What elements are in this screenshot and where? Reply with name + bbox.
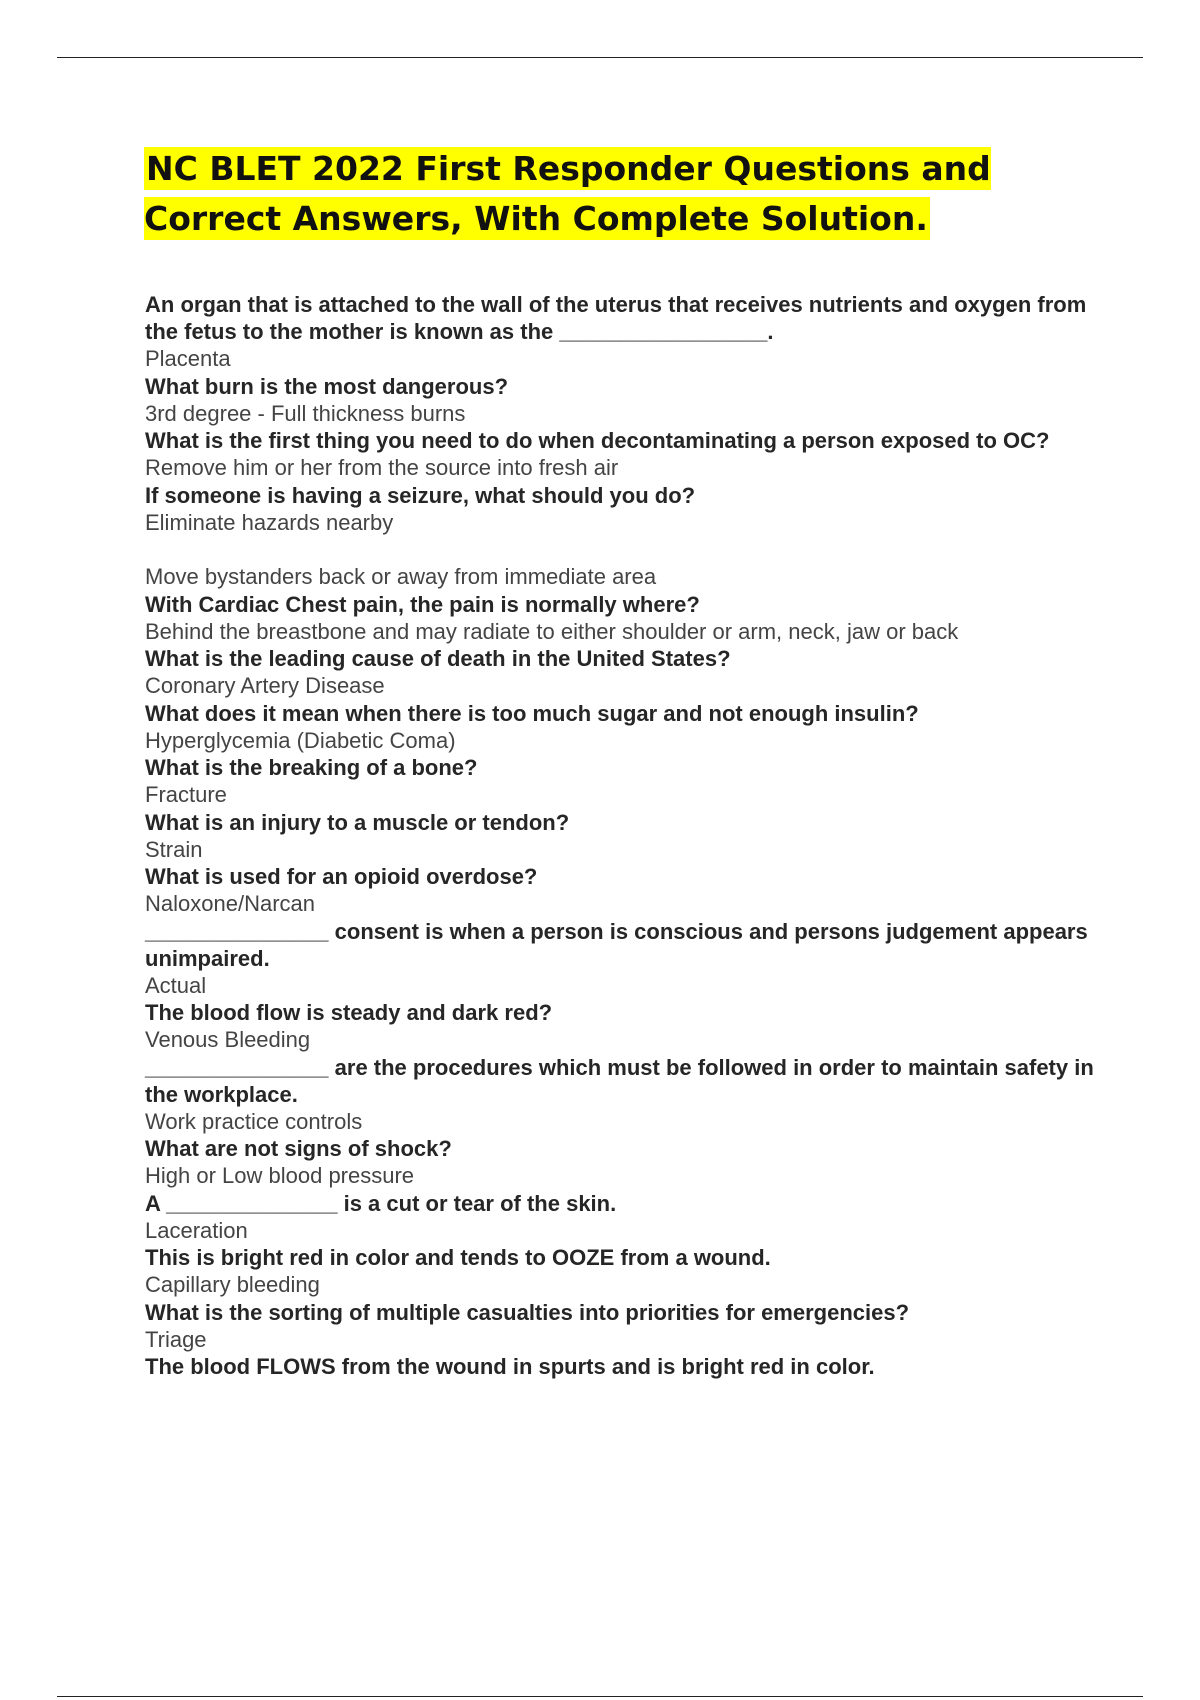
blank-line [145,536,1100,563]
question: What is the breaking of a bone? [145,755,478,780]
question: _______________ are the procedures which must be followed in order to maintain safety in the workplace. [145,1054,1094,1107]
question: An organ that is attached to the wall of the uterus that receives nutrients and oxygen from the fetus to the mother is known as the _________________. [145,292,1087,344]
question: What is the leading cause of death in the United States? [145,646,731,671]
qa-entry [145,1135,1100,1190]
qa-list [145,291,1100,1380]
question: What does it mean when there is too much sugar and not enough insulin? [145,700,919,726]
question: If someone is having a seizure, what should you do? [145,482,696,508]
question: _______________ consent is when a person is conscious and persons judgement appears unimpaired. [145,918,1088,971]
bottom-rule [57,1696,1143,1697]
answer: Laceration [145,1217,248,1243]
answer: Coronary Artery Disease [145,673,385,698]
qa-entry [145,427,1100,482]
answer: 3rd degree - Full thickness burns [145,400,466,426]
qa-entry [145,700,1100,755]
answer: Triage [145,1326,207,1352]
answer: Strain [145,836,203,862]
qa-entry [145,645,1100,700]
qa-entry [145,591,1100,646]
question: What is the first thing you need to do when decontaminating a person exposed to OC? [145,428,1050,453]
question: What are not signs of shock? [145,1136,452,1161]
answer: High or Low blood pressure [145,1163,415,1188]
question: With Cardiac Chest pain, the pain is normally where? [145,591,700,617]
qa-entry [145,809,1100,864]
answer: Remove him or her from the source into fresh air [145,455,619,480]
answer: Actual [145,972,207,998]
qa-entry [145,1190,1100,1245]
answer: Venous Bleeding [145,1027,311,1052]
document-title [144,144,1044,244]
question: A ______________ is a cut or tear of the skin. [145,1190,617,1216]
question: The blood flow is steady and dark red? [145,1000,553,1025]
question: What burn is the most dangerous? [145,373,509,399]
qa-entry [145,291,1100,373]
qa-entry [145,1299,1100,1354]
qa-entry [145,999,1100,1054]
question: This is bright red in color and tends to OOZE from a wound. [145,1245,771,1270]
top-rule [57,57,1143,58]
qa-entry [145,754,1100,809]
qa-entry [145,1353,1100,1380]
question: The blood FLOWS from the wound in spurts and is bright red in color. [145,1354,875,1379]
question: What is an injury to a muscle or tendon? [145,809,570,835]
answer: Behind the breastbone and may radiate to either shoulder or arm, neck, jaw or back [145,618,959,644]
answer: Fracture [145,782,227,807]
qa-entry [145,918,1100,1000]
qa-entry [145,373,1100,428]
answer: Hyperglycemia (Diabetic Coma) [145,727,456,753]
qa-entry [145,1244,1100,1299]
answer: Naloxone/Narcan [145,891,315,916]
title-highlight: NC BLET 2022 First Responder Questions and Correct Answers, With Complete Solution. [144,149,991,238]
answer: Eliminate hazards nearby [145,509,394,535]
answer: Placenta [145,346,231,371]
qa-entry [145,482,1100,591]
answer-continued: Move bystanders back or away from immediate area [145,564,657,589]
answer: Work practice controls [145,1108,363,1134]
title-subtitle: Questions and Correct Answers, With Complete Solution. [144,149,991,238]
qa-entry [145,863,1100,918]
question: What is used for an opioid overdose? [145,864,538,889]
question: What is the sorting of multiple casualties into priorities for emergencies? [145,1299,910,1325]
qa-entry [145,1054,1100,1136]
answer: Capillary bleeding [145,1272,320,1297]
